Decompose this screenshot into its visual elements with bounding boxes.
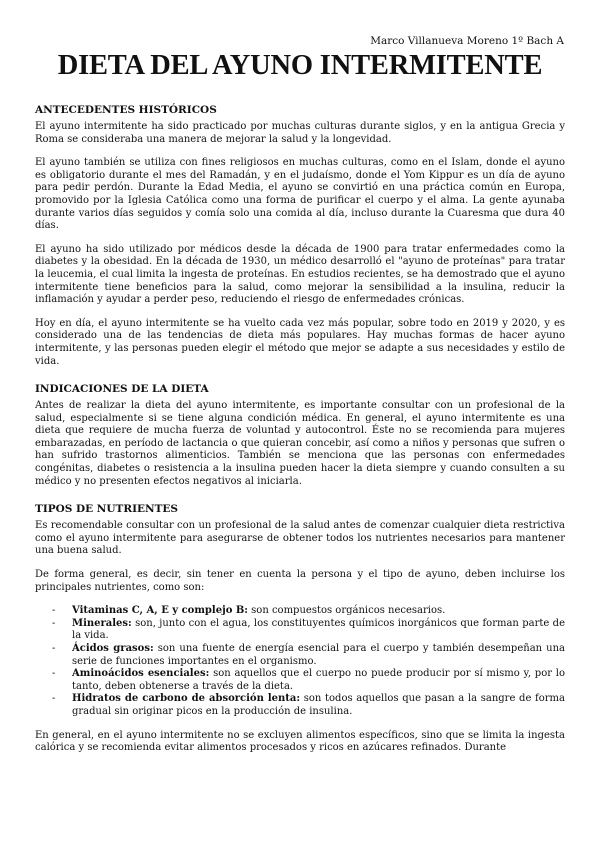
list-item: - Aminoácidos esenciales: son aquellos que el cuerpo no puede producir por sí mismo y, por lo tanto, deben obtenerse a través de la dieta. [52, 668, 565, 692]
nutrient-list [35, 605, 565, 718]
paragraph: Antes de realizar la dieta del ayuno intermitente, es importante consultar con un profesional de la salud, especialmente si se tiene alguna condición médica. En general, el ayuno intermitente es una dieta que requiere de mucha fuerza de voluntad y autocontrol. Éste no se recomienda para mujeres embarazadas, en período de lactancia o que quieran concebir, así como a niños y personas que sufren o han sufrido trastornos alimenticios. También se menciona que las personas con enfermedades congénitas, diabetes o resistencia a la insulina pueden hacer la dieta siempre y cuando consulten a su médico y no presenten efectos negativos al iniciarla. [35, 400, 565, 487]
paragraph: El ayuno intermitente ha sido practicado por muchas culturas durante siglos, y en la antigua Grecia y Roma se consideraba una manera de mejorar la salud y la longevidad. [35, 121, 565, 145]
paragraph: Es recomendable consultar con un profesional de la salud antes de comenzar cualquier dieta restrictiva como el ayuno intermitente para asegurarse de obtener todos los nutrientes necesarios para mantener una buena salud. [35, 520, 565, 557]
paragraph: El ayuno ha sido utilizado por médicos desde la década de 1900 para tratar enfermedades como la diabetes y la obesidad. En la década de 1930, un médico desarrolló el "ayuno de proteínas" para tratar la leucemia, el cual limita la ingesta de proteínas. En estudios recientes, se ha demostrado que el ayuno intermitente tiene beneficios para la salud, como mejorar la sensibilidad a la insulina, reducir la inflamación y ayudar a perder peso, reduciendo el riesgo de enfermedades crónicas. [35, 243, 565, 306]
author-line: Marco Villanueva Moreno 1º Bach A [370, 35, 564, 47]
section-heading-nutrientes: TIPOS DE NUTRIENTES [35, 503, 178, 516]
section-heading-antecedentes: ANTECEDENTES HISTÓRICOS [35, 104, 217, 116]
list-item: - Hidratos de carbono de absorción lenta: son todos aquellos que pasan a la sangre de forma gradual sin originar picos en la producción de insulina. [52, 693, 565, 717]
paragraph: En general, en el ayuno intermitente no se excluyen alimentos específicos, sino que se limita la ingesta calórica y se recomienda evitar alimentos procesados y ricos en azúcares refinados. Durante [35, 729, 565, 754]
list-item: - Minerales: son, junto con el agua, los constituyentes químicos inorgánicos que forman parte de la vida. [52, 617, 565, 642]
list-item: - Vitaminas C, A, E y complejo B: son compuestos orgánicos necesarios. [52, 605, 446, 617]
paragraph: De forma general, es decir, sin tener en cuenta la persona y el tipo de ayuno, deben incluirse los principales nutrientes, como son: [35, 569, 565, 593]
paragraph: Hoy en día, el ayuno intermitente se ha vuelto cada vez más popular, sobre todo en 2019 y 2020, y es considerado una de las tendencias de dieta más populares. Hay muchas formas de hacer ayuno intermitente, y las personas pueden elegir el método que mejor se adapte a sus necesidades y estilo de vida. [35, 317, 565, 367]
paragraph: El ayuno también se utiliza con fines religiosos en muchas culturas, como en el Islam, donde el ayuno es obligatorio durante el mes del Ramadán, y en el judaísmo, donde el Yom Kippur es un día de ayuno para pedir perdón. Durante la Edad Media, el ayuno se convirtió en una práctica común en Europa, promovido por la Iglesia Católica como una forma de purificar el cuerpo y el alma. La gente ayunaba durante varios días seguidos y comía solo una comida al día, incluso durante la Cuaresma que dura 40 días. [35, 157, 565, 232]
list-item: - Ácidos grasos: son una fuente de energía esencial para el cuerpo y también desempeñan una serie de funciones importantes en el organismo. [52, 643, 566, 667]
page-title: DIETA DEL AYUNO INTERMITENTE [57, 50, 543, 81]
section-heading-indicaciones: INDICACIONES DE LA DIETA [35, 383, 209, 396]
